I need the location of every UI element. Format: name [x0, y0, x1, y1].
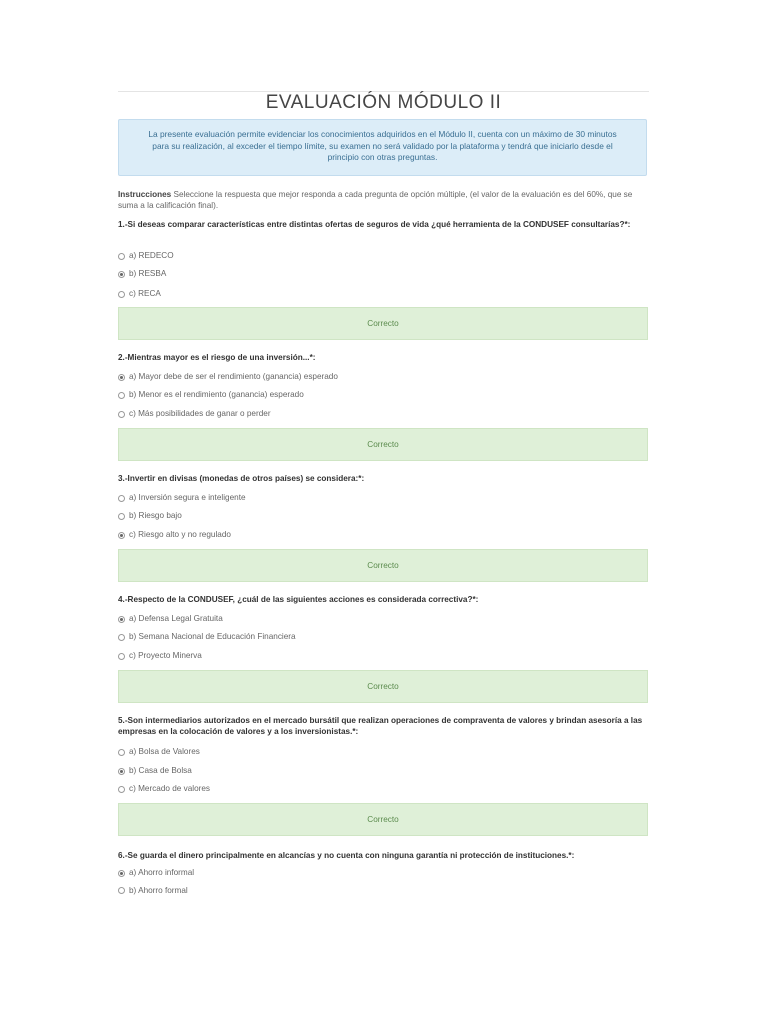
option-label: b) RESBA — [129, 269, 167, 278]
radio-button[interactable] — [118, 495, 125, 502]
radio-button[interactable] — [118, 749, 125, 756]
option-3c[interactable] — [118, 529, 649, 541]
radio-button[interactable] — [118, 653, 125, 660]
option-5a[interactable] — [118, 746, 649, 758]
option-5b[interactable] — [118, 765, 649, 777]
option-2a[interactable] — [118, 371, 649, 383]
radio-button[interactable] — [118, 374, 125, 381]
feedback-correct: Correcto — [118, 549, 648, 582]
radio-button[interactable] — [118, 513, 125, 520]
feedback-correct: Correcto — [118, 670, 648, 703]
instructions — [118, 189, 649, 211]
option-1c[interactable] — [118, 288, 649, 300]
radio-button[interactable] — [118, 392, 125, 399]
instructions-label: Instrucciones — [118, 190, 172, 199]
option-1a[interactable] — [118, 250, 649, 262]
option-5c[interactable] — [118, 783, 649, 795]
option-6b[interactable] — [118, 886, 649, 895]
option-label: a) Defensa Legal Gratuita — [129, 614, 223, 623]
radio-button[interactable] — [118, 532, 125, 539]
option-3b[interactable] — [118, 510, 649, 522]
feedback-correct: Correcto — [118, 307, 648, 340]
radio-button[interactable] — [118, 253, 125, 260]
option-label: c) Proyecto Minerva — [129, 651, 202, 660]
option-3a[interactable] — [118, 492, 649, 504]
option-label: a) Mayor debe de ser el rendimiento (ganancia) esperado — [129, 372, 338, 381]
option-label: a) REDECO — [129, 251, 174, 260]
option-2c[interactable] — [118, 408, 649, 420]
option-label: b) Casa de Bolsa — [129, 766, 192, 775]
option-label: a) Ahorro informal — [129, 868, 195, 877]
info-alert: La presente evaluación permite evidenciar los conocimientos adquiridos en el Módulo II, cuenta con un máximo de 30 minutos para su realización, al exceder el tiempo límite, su examen no será validado por la plataforma y tendrá que iniciarlo desde el principio con otras preguntas. — [118, 119, 647, 176]
radio-button[interactable] — [118, 291, 125, 298]
radio-button[interactable] — [118, 887, 125, 894]
question-2-text: 2.-Mientras mayor es el riesgo de una inversión...*: — [118, 353, 316, 362]
option-label: b) Menor es el rendimiento (ganancia) esperado — [129, 390, 304, 399]
option-label: c) Mercado de valores — [129, 784, 210, 793]
option-label: c) Más posibilidades de ganar o perder — [129, 409, 271, 418]
question-5-text: 5.-Son intermediarios autorizados en el mercado bursátil que realizan operaciones de compraventa de valores y brindan asesoría a las empresas en la colocación de valores y a los inversionistas.*: — [118, 716, 643, 736]
question-1-text: 1.-Si deseas comparar características entre distintas ofertas de seguros de vida ¿qué herramienta de la CONDUSEF consultarías?*: — [118, 220, 631, 229]
option-label: b) Ahorro formal — [129, 886, 188, 895]
question-3-text: 3.-Invertir en divisas (monedas de otros países) se considera:*: — [118, 474, 365, 483]
option-1b[interactable] — [118, 268, 649, 280]
option-label: b) Semana Nacional de Educación Financiera — [129, 632, 296, 641]
option-2b[interactable] — [118, 389, 649, 401]
instructions-text: Seleccione la respuesta que mejor responda a cada pregunta de opción múltiple, (el valor de la evaluación es del 60%, que se suma a la calificación final). — [118, 190, 633, 210]
radio-button[interactable] — [118, 616, 125, 623]
radio-button[interactable] — [118, 411, 125, 418]
radio-button[interactable] — [118, 786, 125, 793]
option-label: c) Riesgo alto y no regulado — [129, 530, 231, 539]
option-label: a) Inversión segura e inteligente — [129, 493, 246, 502]
question-6-text: 6.-Se guarda el dinero principalmente en alcancías y no cuenta con ninguna garantía ni protección de instituciones.*: — [118, 851, 575, 860]
option-label: b) Riesgo bajo — [129, 511, 182, 520]
option-4c[interactable] — [118, 650, 649, 662]
radio-button[interactable] — [118, 271, 125, 278]
option-label: c) RECA — [129, 289, 161, 298]
radio-button[interactable] — [118, 634, 125, 641]
option-4a[interactable] — [118, 613, 649, 625]
option-4b[interactable] — [118, 631, 649, 643]
feedback-correct: Correcto — [118, 803, 648, 836]
question-4-text: 4.-Respecto de la CONDUSEF, ¿cuál de las siguientes acciones es considerada correctiva?*: — [118, 595, 479, 604]
page-title: EVALUACIÓN MÓDULO II — [265, 92, 502, 113]
feedback-correct: Correcto — [118, 428, 648, 461]
radio-button[interactable] — [118, 768, 125, 775]
option-label: a) Bolsa de Valores — [129, 747, 200, 756]
radio-button[interactable] — [118, 870, 125, 877]
option-6a[interactable] — [118, 867, 649, 879]
